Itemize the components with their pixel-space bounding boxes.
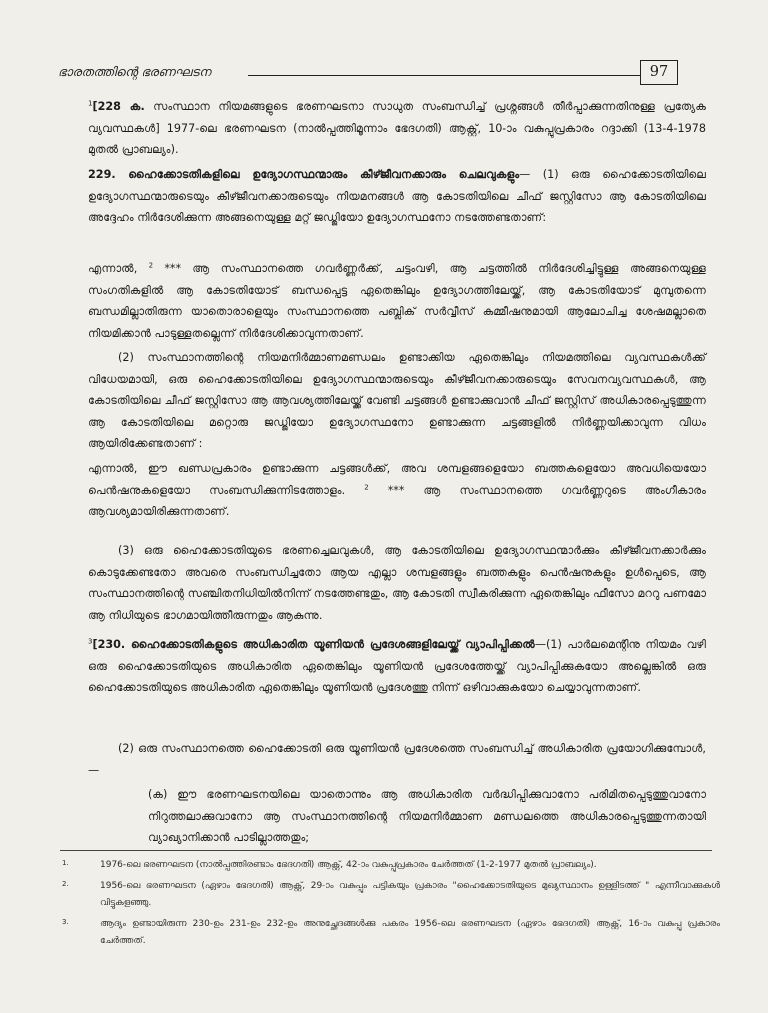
footnote-marker: 2: [364, 482, 369, 491]
paragraph-228a: [88, 96, 706, 161]
paragraph-text: എന്നാൽ,: [88, 262, 149, 275]
paragraph-text: സംസ്ഥാന നിയമങ്ങളുടെ ഭരണഘടനാ സാധുത സംബന്ധിച്ച് പ്രശ്നങ്ങൾ തീർപ്പാക്കുന്നതിനുള്ള പ്രത്യേക വ്യവസ്ഥകൾ] 1977-ലെ ഭരണഘടന (നാൽപ്പത്തിമൂന്നാം ഭേദഗതി) ആക്റ്റ്, 10-ാം വകുപ്പുപ്രകാരം റദ്ദാക്കി (13-4-1978 മുതൽ പ്രാബല്യം).: [88, 100, 706, 156]
footnote-number: 1.: [62, 859, 69, 867]
footnote-item: [60, 916, 720, 950]
footnote-marker: 1: [88, 99, 93, 108]
paragraph-230: [88, 634, 706, 699]
footnote-text: ആദ്യം ഉണ്ടായിരുന്ന 230-ഉം 231-ഉം 232-ഉം അനുച്ഛേദങ്ങൾക്കു പകരം 1956-ലെ ഭരണഘടന (ഏഴാം ഭേദഗതി) ആക്റ്റ്, 16-ാം വകുപ്പു പ്രകാരം ചേർത്തത്.: [100, 919, 720, 946]
footnote-marker: 3: [88, 637, 93, 646]
paragraph-text: *** ആ സംസ്ഥാനത്തെ ഗവർണ്ണർക്ക്, ചട്ടംവഴി, ആ ചട്ടത്തിൽ നിർദേശിച്ചിട്ടുള്ള അങ്ങനെയുള്ള സംഗതികളിൽ ആ കോടതിയോട് ബന്ധപ്പെട്ട ഏതെങ്കിലും ഉദ്യോഗത്തിലേയ്ക്ക്, ആ കോടതിയോട് മുമ്പുതന്നെ ബന്ധമില്ലാതിരുന്ന യാതൊരാളെയും സംസ്ഥാനത്തെ പബ്ലിക് സർവ്വീസ് കമ്മീഷനുമായി ആലോചിച്ച ശേഷമല്ലാതെ നിയമിക്കാൻ പാടുള്ളതല്ലെന്ന് നിർദേശിക്കാവുന്നതാണ്.: [88, 262, 706, 340]
paragraph-text: —(1) പാർലമെന്റിനു നിയമം വഴി ഒരു ഹൈക്കോടതിയുടെ അധികാരിത ഏതെങ്കിലും യൂണിയൻ പ്രദേശത്തേയ്ക്ക് വ്യാപിപ്പിക്കുകയോ അല്ലെങ്കിൽ ഒരു ഹൈക്കോടതിയുടെ അധികാരിത ഏതെങ്കിലും യൂണിയൻ പ്രദേശത്തു നിന്ന് ഒഴിവാക്കുകയോ ചെയ്യാവുന്നതാണ്.: [88, 638, 706, 694]
article-heading: [230. ഹൈക്കോടതികളുടെ അധികാരിത യൂണിയൻ പ്രദേശങ്ങളിലേയ്ക്ക് വ്യാപിപ്പിക്കൽ: [92, 638, 535, 651]
footnotes: [60, 857, 720, 954]
footnote-number: 2.: [62, 880, 69, 888]
paragraph-text: — (1) ഒരു ഹൈക്കോടതിയിലെ ഉദ്യോഗസ്ഥന്മാരുടെയും കീഴ്ജീവനക്കാരുടെയും നിയമനങ്ങൾ ആ കോടതിയിലെ ചീഫ് ജസ്റ്റിസോ ആ കോടതിയിലെ അദ്ദേഹം നിർദേശിക്കുന്ന അങ്ങനെയുള്ള മറ്റ് ജഡ്ജിയോ ഉദ്യോഗസ്ഥനോ നടത്തേണ്ടതാണ്:: [88, 168, 706, 224]
footnote-text: 1956-ലെ ഭരണഘടന (ഏഴാം ഭേദഗതി) ആക്റ്റ്, 29-ാം വകുപ്പും പട്ടികയും പ്രകാരം "ഹൈക്കോടതിയുടെ മുഖ്യസ്ഥാനം ഉള്ളിടത്ത് " എന്നീവാക്കുകൾ വിട്ടുകളഞ്ഞു.: [100, 881, 720, 908]
footnote-number: 3.: [62, 918, 69, 926]
article-heading: 229. ഹൈക്കോടതികളിലെ ഉദ്യോഗസ്ഥന്മാരും കീഴ്ജീവനക്കാരും ചെലവുകളും: [88, 168, 520, 181]
page-number: 97: [640, 60, 678, 85]
paragraph-230-2: (2) ഒരു സംസ്ഥാനത്തെ ഹൈക്കോടതി ഒരു യൂണിയൻ പ്രദേശത്തെ സംബന്ധിച്ച് അധികാരിത പ്രയോഗിക്കുമ്പോൾ,—: [88, 742, 706, 777]
paragraph-230-2-a: (ക) ഈ ഭരണഘടനയിലെ യാതൊന്നും ആ അധികാരിത വർദ്ധിപ്പിക്കുവാനോ പരിമിതപ്പെടുത്തുവാനോ നിറുത്തലാക്കുവാനോ ആ സംസ്ഥാനത്തിന്റെ നിയമനിർമ്മാണ മണ്ഡലത്തെ അധികാരപ്പെടുത്തുന്നതായി വ്യാഖ്യാനിക്കാൻ പാടില്ലാത്തതും;: [148, 788, 706, 844]
header-rule: [248, 75, 640, 76]
footnote-item: [60, 878, 720, 912]
paragraph-text: എന്നാൽ, ഈ ഖണ്ഡപ്രകാരം ഉണ്ടാക്കുന്ന ചട്ടങ്ങൾക്ക്, അവ ശമ്പളങ്ങളെയോ ബത്തകളെയോ അവധിയെയോ പെൻഷനുകളെയോ സംബന്ധിക്കുന്നിടത്തോളം.: [88, 462, 706, 497]
paragraph-229-2: (2) സംസ്ഥാനത്തിന്റെ നിയമനിർമ്മാണമണ്ഡലം ഉണ്ടാക്കിയ ഏതെങ്കിലും നിയമത്തിലെ വ്യവസ്ഥകൾക്ക് വിധേയമായി, ഒരു ഹൈക്കോടതിയിലെ ഉദ്യോഗസ്ഥന്മാരുടെയും കീഴ്ജീവനക്കാരുടെയും സേവനവ്യവസ്ഥകൾ, ആ കോടതിയിലെ ചീഫ് ജസ്റ്റിസോ ആ ആവശ്യത്തിലേയ്ക്ക് വേണ്ടി ചട്ടങ്ങൾ ഉണ്ടാക്കുവാൻ ചീഫ് ജസ്റ്റിസ് അധികാരപ്പെടുത്തുന്ന ആ കോടതിയിലെ മറ്റൊരു ജഡ്ജിയോ ഉദ്യോഗസ്ഥനോ ഉണ്ടാക്കുന്ന ചട്ടങ്ങളിൽ നിർണ്ണയിക്കാവുന്ന വിധം ആയിരിക്കേണ്ടതാണ് :: [88, 351, 706, 450]
article-number: [228 ക.: [92, 100, 145, 113]
paragraph-229-proviso: [88, 258, 706, 344]
header-title: ഭാരതത്തിന്റെ ഭരണഘടന: [58, 64, 211, 79]
paragraph-229-3: (3) ഒരു ഹൈക്കോടതിയുടെ ഭരണച്ചെലവുകൾ, ആ കോടതിയിലെ ഉദ്യോഗസ്ഥന്മാർക്കും കീഴ്ജീവനക്കാർക്കും കൊടുക്കേണ്ടതോ അവരെ സംബന്ധിച്ചതോ ആയ എല്ലാ ശമ്പളങ്ങളും ബത്തകളും പെൻഷനുകളും ഉൾപ്പെടെ, ആ സംസ്ഥാനത്തിന്റെ സഞ്ചിതനിധിയിൽനിന്ന് നടത്തേണ്ടതും, ആ കോടതി സ്വീകരിക്കുന്ന ഏതെങ്കിലും ഫീസോ മററു പണമോ ആ നിധിയുടെ ഭാഗമായിത്തീരുന്നതും ആകുന്നു.: [88, 544, 706, 622]
footnote-item: [60, 857, 720, 874]
footnote-divider: [60, 850, 712, 851]
paragraph-229: [88, 164, 706, 229]
paragraph-text: *** ആ സംസ്ഥാനത്തെ ഗവർണ്ണറുടെ അംഗീകാരം ആവശ്യമായിരിക്കുന്നതാണ്.: [88, 483, 706, 518]
footnote-marker: 2: [148, 261, 154, 270]
footnote-text: 1976-ലെ ഭരണഘടന (നാൽപ്പത്തിരണ്ടാം ഭേദഗതി) ആക്റ്റ്, 42-ാം വകുപ്പുപ്രകാരം ചേർത്തത് (1-2-1977 മുതൽ പ്രാബല്യം).: [100, 860, 597, 870]
paragraph-229-2-proviso: [88, 458, 706, 523]
running-header: [58, 60, 669, 90]
